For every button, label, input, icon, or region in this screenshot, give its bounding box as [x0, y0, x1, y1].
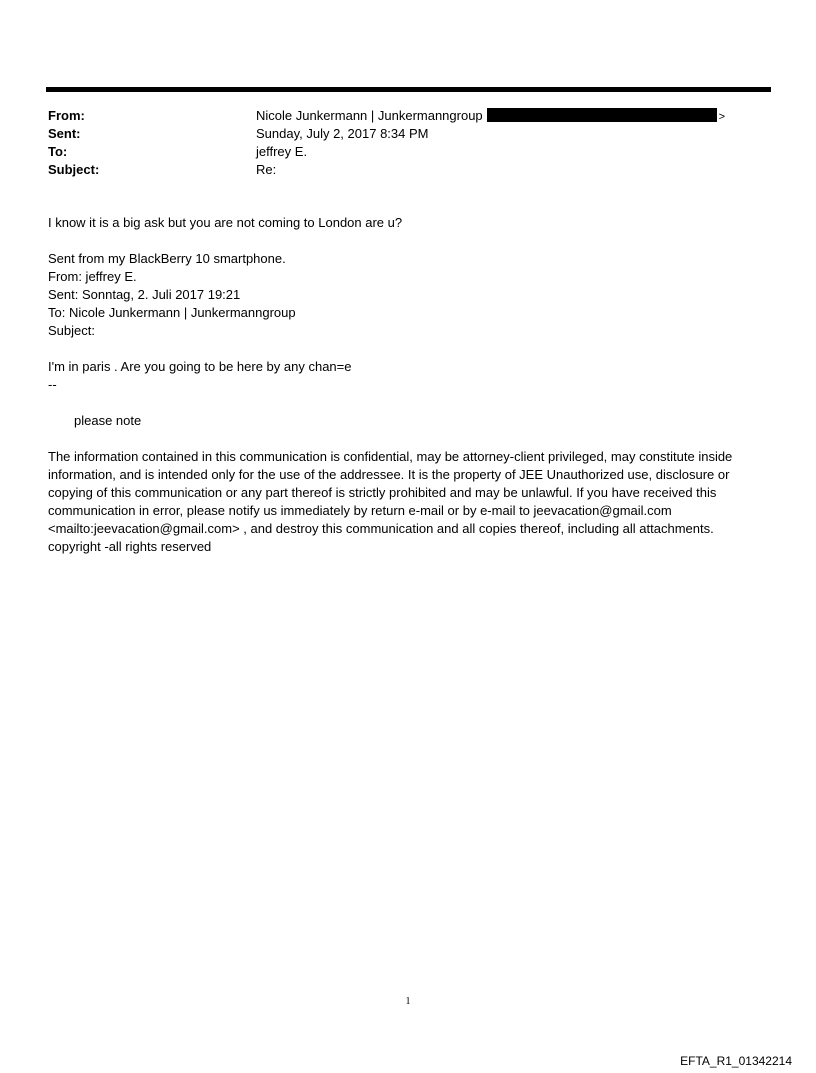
sent-row [48, 125, 768, 143]
subject-label: Subject: [48, 162, 100, 177]
disclaimer-text: The information contained in this communication is confidential, may be attorney-client privileged, may constitute inside information, and is intended only for the use of the addressee. It is the property of JEE Unauthorized use, disclosure or copying of this communication or any part thereof is strictly prohibited and may be unlawful. If you have received this communication in error, please notify us immediately by return e-mail or by e-mail to jeevacation@gmail.com <mailto:jeevacation@gmail.com> , and destroy this communication and all copies thereof, including all attachments. copyright -all rights reserved [48, 449, 733, 554]
quoted-sent: Sent: Sonntag, 2. Juli 2017 19:21 [48, 287, 241, 302]
from-label: From: [48, 108, 85, 123]
quoted-to: To: Nicole Junkermann | Junkermanngroup [48, 305, 296, 320]
signature-text: Sent from my BlackBerry 10 smartphone. [48, 251, 286, 266]
from-name: Nicole Junkermann | Junkermanngroup [256, 108, 483, 123]
from-row [48, 107, 768, 125]
from-suffix: > [718, 111, 726, 123]
header-rule [46, 87, 771, 92]
document-id: EFTA_R1_01342214 [680, 1054, 792, 1068]
email-header [48, 107, 768, 179]
to-label: To: [48, 144, 68, 159]
subject-row [48, 161, 768, 179]
page-number: 1 [405, 996, 411, 1007]
quoted-message: I'm in paris . Are you going to be here by any chan=e [48, 359, 352, 374]
please-note: please note [74, 413, 142, 428]
subject-value: Re: [256, 162, 277, 177]
sent-label: Sent: [48, 126, 81, 141]
redaction-box [487, 108, 717, 122]
email-body [48, 214, 768, 556]
quoted-from: From: jeffrey E. [48, 269, 137, 284]
sent-value: Sunday, July 2, 2017 8:34 PM [256, 126, 429, 141]
to-row [48, 143, 768, 161]
separator: -- [48, 377, 57, 392]
message-text: I know it is a big ask but you are not coming to London are u? [48, 215, 403, 230]
quoted-subject: Subject: [48, 323, 95, 338]
from-value [256, 107, 725, 125]
to-value: jeffrey E. [256, 144, 308, 159]
